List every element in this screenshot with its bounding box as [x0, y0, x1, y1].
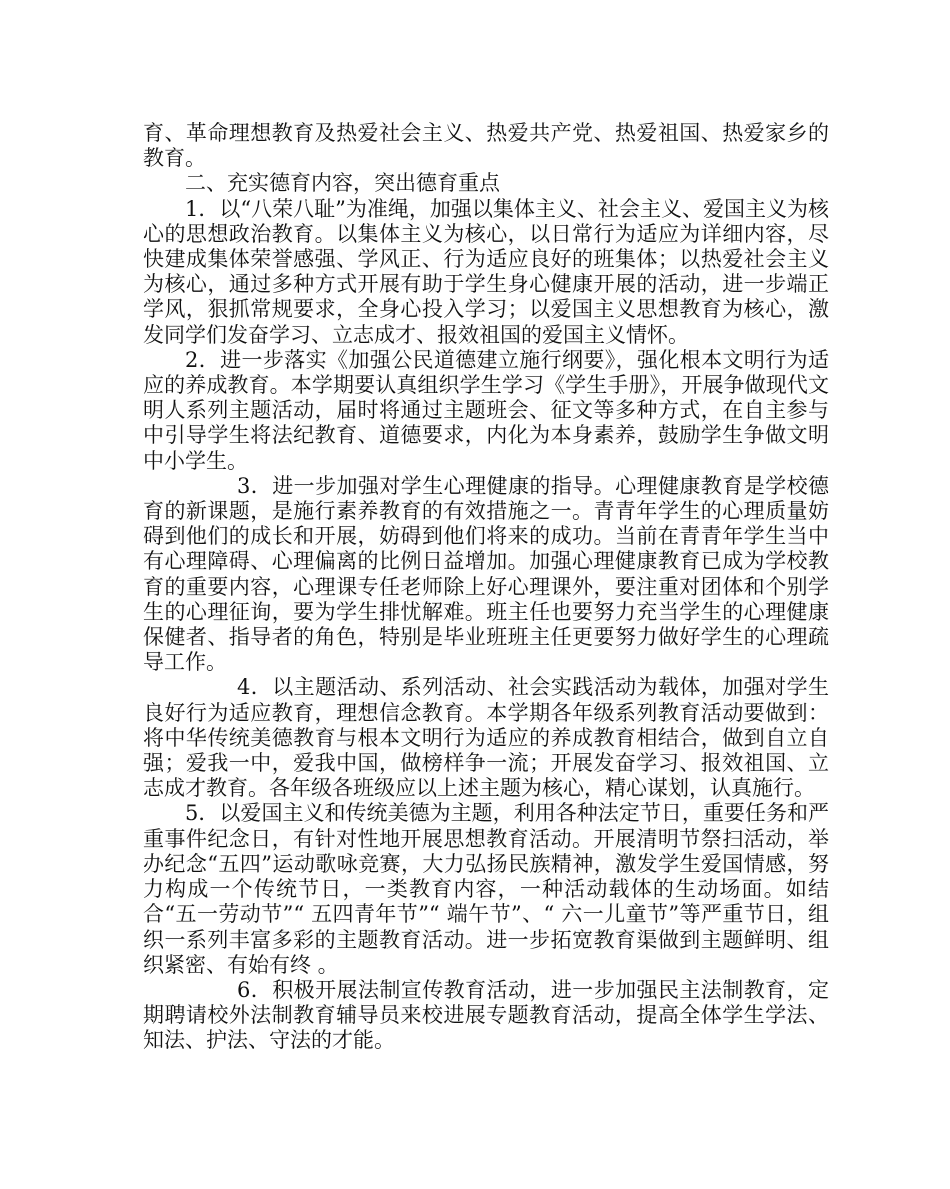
paragraph-item-4: 4．以主题活动、系列活动、社会实践活动为载体，加强对学生良好行为适应教育，理想信念教育。本学期各年级系列教育活动要做到：将中华传统美德教育与根本文明行为适应的养成教育相结合，做到自立自强；爱我一中，爱我中国，做榜样争一流；开展发奋学习、报效祖国、立志成才教育。各年级各班级应以上述主题为核心，精心谋划，认真施行。: [143, 675, 829, 801]
paragraph-item-6: 6．积极开展法制宣传教育活动，进一步加强民主法制教育，定期聘请校外法制教育辅导员来校进展专题教育活动，提高全体学生学法、知法、护法、守法的才能。: [143, 977, 829, 1053]
document-page: [143, 121, 829, 1054]
paragraph-item-3: 3．进一步加强对学生心理健康的指导。心理健康教育是学校德育的新课题，是施行素养教育的有效措施之一。青青年学生的心理质量妨碍到他们的成长和开展，妨碍到他们将来的成功。当前在青青年学生当中有心理障碍、心理偏离的比例日益增加。加强心理健康教育已成为学校教育的重要内容，心理课专任老师除上好心理课外，要注重对团体和个别学生的心理征询，要为学生排忧解难。班主任也要努力充当学生的心理健康保健者、指导者的角色，特别是毕业班班主任更要努力做好学生的心理疏导工作。: [143, 473, 829, 675]
paragraph-item-5: 5．以爱国主义和传统美德为主题，利用各种法定节日，重要任务和严重事件纪念日，有针对性地开展思想教育活动。开展清明节祭扫活动，举办纪念“五四”运动歌咏竞赛，大力弘扬民族精神，激发学生爱国情感，努力构成一个传统节日，一类教育内容，一种活动载体的生动场面。如结合“五一劳动节”“ 五四青年节”“ 端午节”、“ 六一儿童节”等严重节日，组织一系列丰富多彩的主题教育活动。进一步拓宽教育渠做到主题鲜明、组织紧密、有始有终 。: [143, 801, 829, 977]
section-heading: 二、充实德育内容，突出德育重点: [185, 171, 500, 196]
paragraph-item-1: 1．以“八荣八耻”为准绳，加强以集体主义、社会主义、爱国主义为核心的思想政治教育。以集体主义为核心，以日常行为适应为详细内容，尽快建成集体荣誉感强、学风正、行为适应良好的班集体；以热爱社会主义为核心，通过多种方式开展有助于学生身心健康开展的活动，进一步端正学风，狠抓常规要求，全身心投入学习；以爱国主义思想教育为核心，激发同学们发奋学习、立志成才、报效祖国的爱国主义情怀。: [143, 196, 829, 347]
paragraph-continuation: 育、革命理想教育及热爱社会主义、热爱共产党、热爱祖国、热爱家乡的教育。: [143, 121, 829, 171]
paragraph-item-2: 2．进一步落实《加强公民道德建立施行纲要》，强化根本文明行为适应的养成教育。本学期要认真组织学生学习《学生手册》，开展争做现代文明人系列主题活动，届时将通过主题班会、征文等多种方式，在自主参与中引导学生将法纪教育、道德要求，内化为本身素养，鼓励学生争做文明中小学生。: [143, 347, 829, 473]
